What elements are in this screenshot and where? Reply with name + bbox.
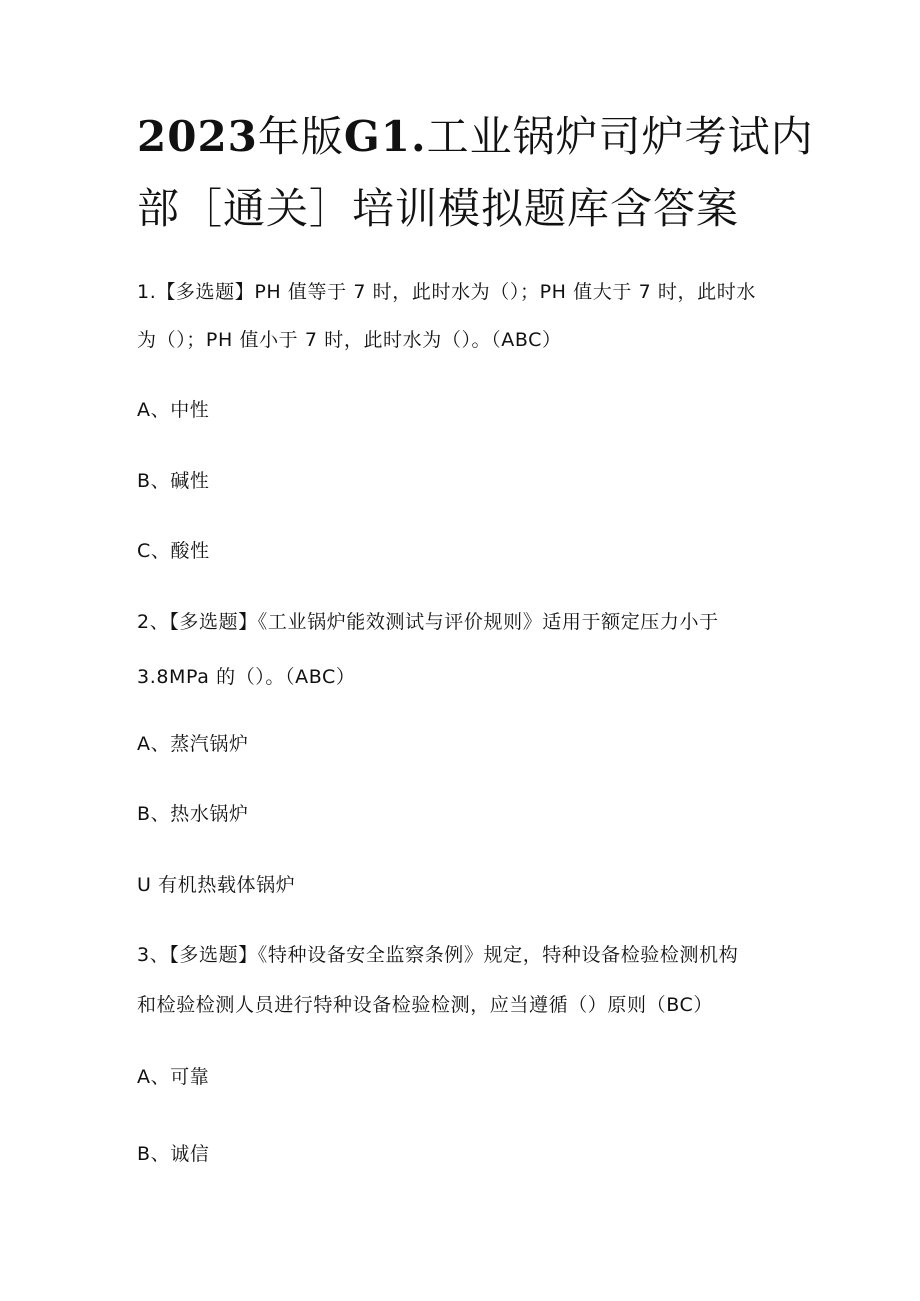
question-3-line-1: 3、【多选题】《特种设备安全监察条例》规定，特种设备检验检测机构 [137, 944, 739, 966]
document-title-line-1 [137, 112, 814, 161]
question-1-option-a: A、中性 [137, 399, 210, 421]
question-1-option-c: C、酸性 [137, 540, 210, 562]
document-title-line-2: 部［通关］培训模拟题库含答案 [137, 184, 740, 233]
title-year: 2023 [137, 112, 258, 161]
question-1-option-b: B、碱性 [137, 470, 210, 492]
title-code: G1. [343, 112, 427, 161]
question-2-option-a: A、蒸汽锅炉 [137, 733, 249, 755]
question-3-line-2: 和检验检测人员进行特种设备检验检测，应当遵循（）原则（BC） [137, 994, 713, 1016]
question-3-option-b: B、诚信 [137, 1143, 210, 1165]
question-1-line-2: 为（）；PH 值小于 7 时，此时水为（）。（ABC） [137, 329, 562, 351]
question-2-option-b: B、热水锅炉 [137, 803, 249, 825]
question-3-option-a: A、可靠 [137, 1066, 210, 1088]
question-2-line-2: 3.8MPa 的（）。（ABC） [137, 666, 356, 688]
title-text-1: 年版 [257, 112, 344, 161]
question-2-line-1: 2、【多选题】《工业锅炉能效测试与评价规则》适用于额定压力小于 [137, 611, 719, 633]
question-1-line-1: 1.【多选题】PH 值等于 7 时，此时水为（）；PH 值大于 7 时，此时水 [137, 281, 756, 303]
title-text-2: 工业锅炉司炉考试内 [426, 112, 814, 161]
question-2-option-c: U 有机热载体锅炉 [137, 874, 296, 896]
